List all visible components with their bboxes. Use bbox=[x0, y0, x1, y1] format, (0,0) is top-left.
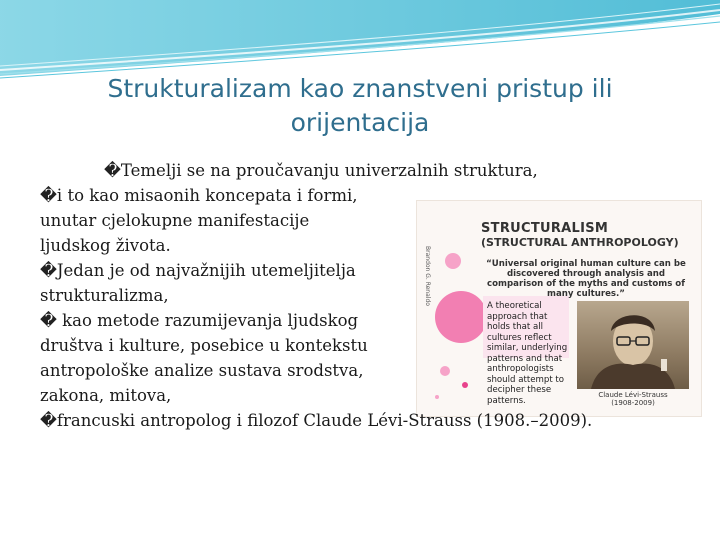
inset-heading: STRUCTURALISM bbox=[481, 221, 609, 236]
body-line-text: francuski antropolog i filozof Claude Lévi-Strauss (1908.–2009). bbox=[56, 411, 593, 430]
inset-quote: “Universal original human culture can be discovered through analysis and comparison of the myths and customs of many cultures.” bbox=[486, 259, 686, 299]
slide-title bbox=[60, 72, 660, 140]
bullet-icon: � bbox=[40, 261, 57, 280]
title-line-2: orijentacija bbox=[290, 108, 430, 137]
body-line bbox=[40, 258, 710, 283]
body-line-text: društva i kulture, posebice u kontekstu bbox=[40, 336, 368, 355]
body-line bbox=[40, 158, 710, 183]
body-line bbox=[40, 183, 710, 208]
slide-body bbox=[40, 158, 710, 433]
body-line-text: Temelji se na proučavanju univerzalnih struktura, bbox=[120, 161, 538, 180]
body-line-text: unutar cjelokupne manifestacije bbox=[40, 211, 310, 230]
body-line bbox=[40, 358, 710, 383]
vertical-credit: Brandon G. Renaldo bbox=[424, 246, 431, 306]
body-line bbox=[40, 283, 710, 308]
bullet-icon: � bbox=[104, 161, 121, 180]
body-line bbox=[40, 233, 710, 258]
body-line bbox=[40, 333, 710, 358]
body-line-text: Jedan je od najvažnijih utemeljitelja bbox=[56, 261, 356, 280]
body-line bbox=[40, 308, 710, 333]
body-line bbox=[40, 383, 710, 408]
title-line-1: Strukturalizam kao znanstveni pristup ili bbox=[107, 74, 613, 103]
bullet-icon: � bbox=[40, 311, 57, 330]
bullet-icon: � bbox=[40, 411, 57, 430]
body-line-text: kao metode razumijevanja ljudskog bbox=[56, 311, 359, 330]
body-line-text: strukturalizma, bbox=[40, 286, 169, 305]
caption-years: (1908-2009) bbox=[611, 399, 655, 407]
body-line bbox=[40, 408, 710, 433]
bullet-icon: � bbox=[40, 186, 57, 205]
inset-subheading: (STRUCTURAL ANTHROPOLOGY) bbox=[481, 236, 679, 249]
body-line-text: i to kao misaonih koncepata i formi, bbox=[56, 186, 358, 205]
body-line-text: zakona, mitova, bbox=[40, 386, 172, 405]
body-line bbox=[40, 208, 710, 233]
body-line-text: ljudskog života. bbox=[40, 236, 171, 255]
inset-theory-text: A theoretical approach that holds that all cultures reflect similar, underlying patterns and that anthropologists should attempt to decipher these patterns. bbox=[487, 301, 568, 406]
caption-name: Claude Lévi-Strauss bbox=[598, 391, 668, 399]
body-line-text: antropološke analize sustava srodstva, bbox=[40, 361, 364, 380]
